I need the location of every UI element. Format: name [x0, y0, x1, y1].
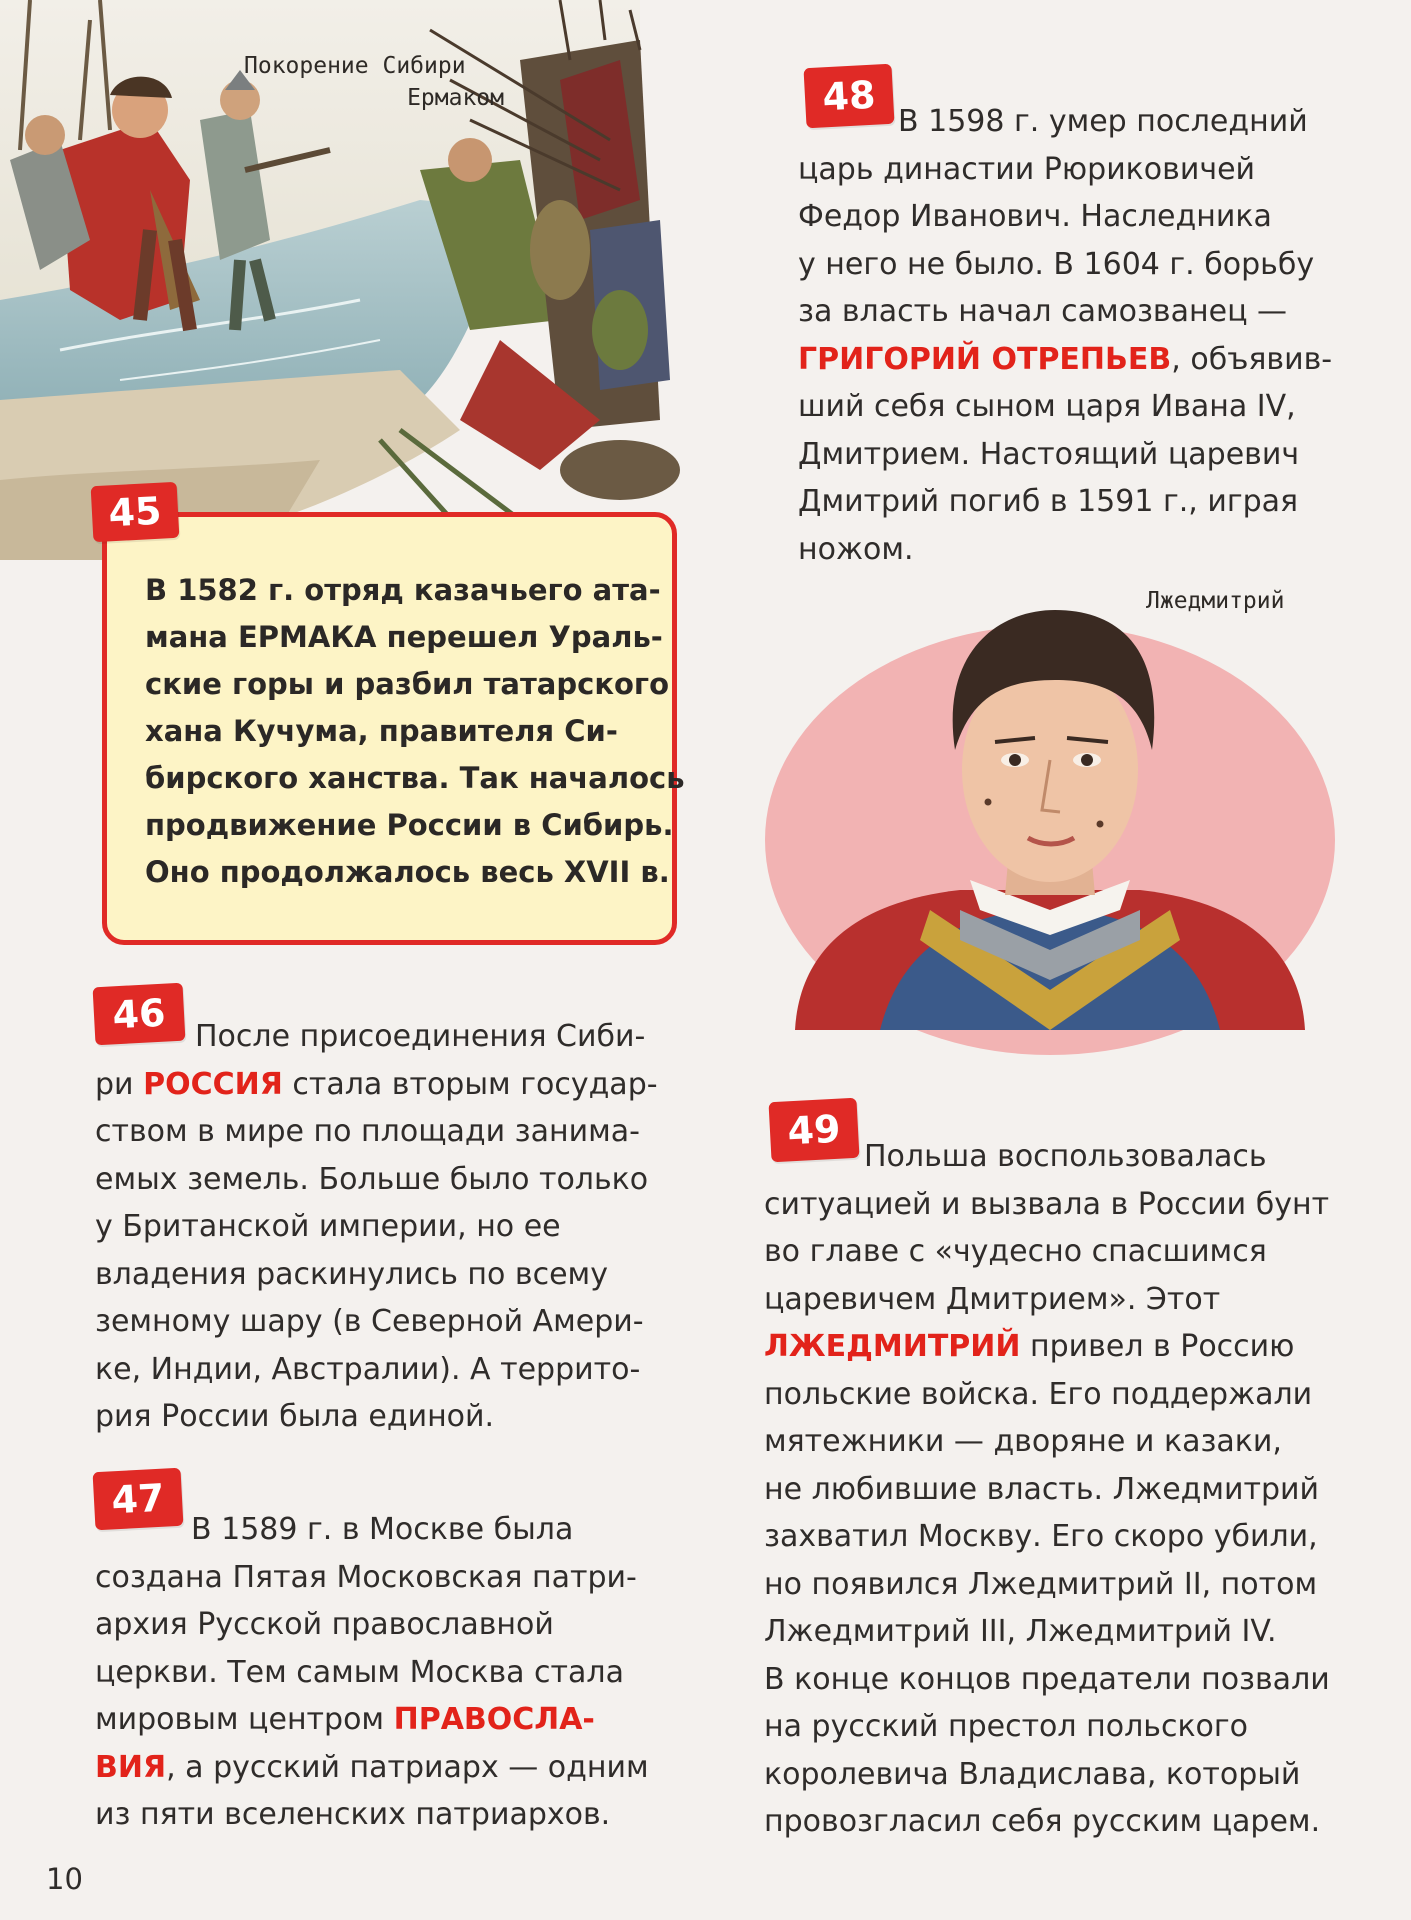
text-line: на русский престол польского: [764, 1709, 1249, 1744]
text-line: ВИЯ, а русский патриарх — одним: [95, 1749, 649, 1785]
portrait-caption: Лжедмитрий: [1146, 588, 1285, 614]
text-line: земному шару (в Северной Амери-: [95, 1304, 644, 1339]
text-line: ножом.: [798, 531, 914, 567]
text-line: архия Русской православной: [95, 1607, 554, 1642]
text-line: емых земель. Больше было только: [95, 1161, 649, 1197]
text-line: царь династии Рюриковичей: [798, 151, 1256, 187]
text-line: рия России была единой.: [95, 1399, 495, 1434]
fact-45-text: [145, 567, 685, 896]
text-line: за власть начал самозванец —: [798, 294, 1288, 329]
fact-46-text: [95, 1013, 658, 1441]
text-line: провозгласил себя русским царем.: [764, 1804, 1321, 1839]
text-line: В 1582 г. отряд казачьего ата-: [145, 573, 661, 607]
fact-47-text: [95, 1506, 649, 1839]
text-line: ке, Индии, Австралии). А террито-: [95, 1351, 641, 1387]
text-line: ством в мире по площади занима-: [95, 1114, 640, 1149]
fact-46-badge: 46: [93, 983, 186, 1046]
text-line: мятежники — дворяне и казаки,: [764, 1424, 1282, 1459]
text-line: во главе с «чудесно спасшимся: [764, 1234, 1267, 1269]
text-line: ЛЖЕДМИТРИЙ привел в Россию: [764, 1329, 1295, 1364]
fact-45-box: [102, 512, 685, 945]
text-line: продвижение России в Сибирь.: [145, 808, 674, 842]
text-line: Польша воспользовалась: [864, 1139, 1267, 1174]
text-line: но появился Лжедмитрий II, потом: [764, 1566, 1318, 1602]
text-line: После присоединения Сиби-: [195, 1019, 646, 1054]
highlight-russia: РОССИЯ: [143, 1066, 283, 1102]
text-line: не любившие власть. Лжедмитрий: [764, 1471, 1320, 1507]
text-line: В 1598 г. умер последний: [898, 104, 1308, 139]
highlight-otrepyev: ГРИГОРИЙ ОТРЕПЬЕВ: [798, 341, 1172, 377]
highlight-orthodoxy: ПРАВОСЛА-: [393, 1702, 595, 1737]
text-line: ший себя сыном царя Ивана IV,: [798, 389, 1296, 424]
text-line: В 1589 г. в Москве была: [191, 1512, 574, 1547]
highlight-orthodoxy-end: ВИЯ: [95, 1749, 167, 1785]
text-line: ГРИГОРИЙ ОТРЕПЬЕВ, объявив-: [798, 341, 1333, 377]
fact-47-badge: 47: [93, 1468, 184, 1531]
text-line: мировым центром ПРАВОСЛА-: [95, 1702, 595, 1737]
text-line: ри РОССИЯ стала вторым государ-: [95, 1066, 658, 1102]
text-line: Дмитрием. Настоящий царевич: [798, 436, 1300, 472]
text-line: мана ЕРМАКА перешел Ураль-: [145, 620, 663, 654]
illustration-caption: [244, 50, 524, 114]
text-line: хана Кучума, правителя Си-: [145, 714, 618, 748]
fact-49-badge: 49: [768, 1098, 859, 1163]
text-line: владения раскинулись по всему: [95, 1256, 608, 1292]
text-line: царевичем Дмитрием». Этот: [764, 1281, 1221, 1317]
text-line: королевича Владислава, который: [764, 1756, 1301, 1792]
fact-49-text: [764, 1133, 1330, 1846]
caption-line-1: Покорение Сибири: [244, 53, 466, 79]
text-line: из пяти вселенских патриархов.: [95, 1797, 611, 1832]
text-line: захватил Москву. Его скоро убили,: [764, 1519, 1318, 1554]
false-dmitry-portrait: [760, 610, 1340, 1070]
text-line: польские войска. Его поддержали: [764, 1376, 1313, 1412]
text-line: церкви. Тем самым Москва стала: [95, 1654, 624, 1690]
text-line: у Британской империи, но ее: [95, 1209, 561, 1244]
text-line: Лжедмитрий III, Лжедмитрий IV.: [764, 1614, 1277, 1649]
text-line: Оно продолжалось весь XVII в.: [145, 855, 670, 889]
text-line: ские горы и разбил татарского: [145, 667, 669, 701]
text-line: бирского ханства. Так началось: [145, 761, 685, 795]
text-line: ситуацией и вызвала в России бунт: [764, 1186, 1330, 1222]
highlight-false-dmitry: ЛЖЕДМИТРИЙ: [764, 1329, 1021, 1364]
page-number: 10: [46, 1862, 83, 1896]
text-line: В конце концов предатели позвали: [764, 1661, 1330, 1697]
fact-48-badge: 48: [803, 64, 894, 129]
text-line: создана Пятая Московская патри-: [95, 1559, 637, 1595]
text-line: у него не было. В 1604 г. борьбу: [798, 246, 1315, 282]
caption-line-2: Ермаком: [407, 85, 504, 111]
fact-45-badge: 45: [91, 482, 180, 542]
fact-48-text: [798, 98, 1332, 573]
text-line: Дмитрий погиб в 1591 г., играя: [798, 484, 1299, 519]
text-line: Федор Иванович. Наследника: [798, 199, 1272, 234]
